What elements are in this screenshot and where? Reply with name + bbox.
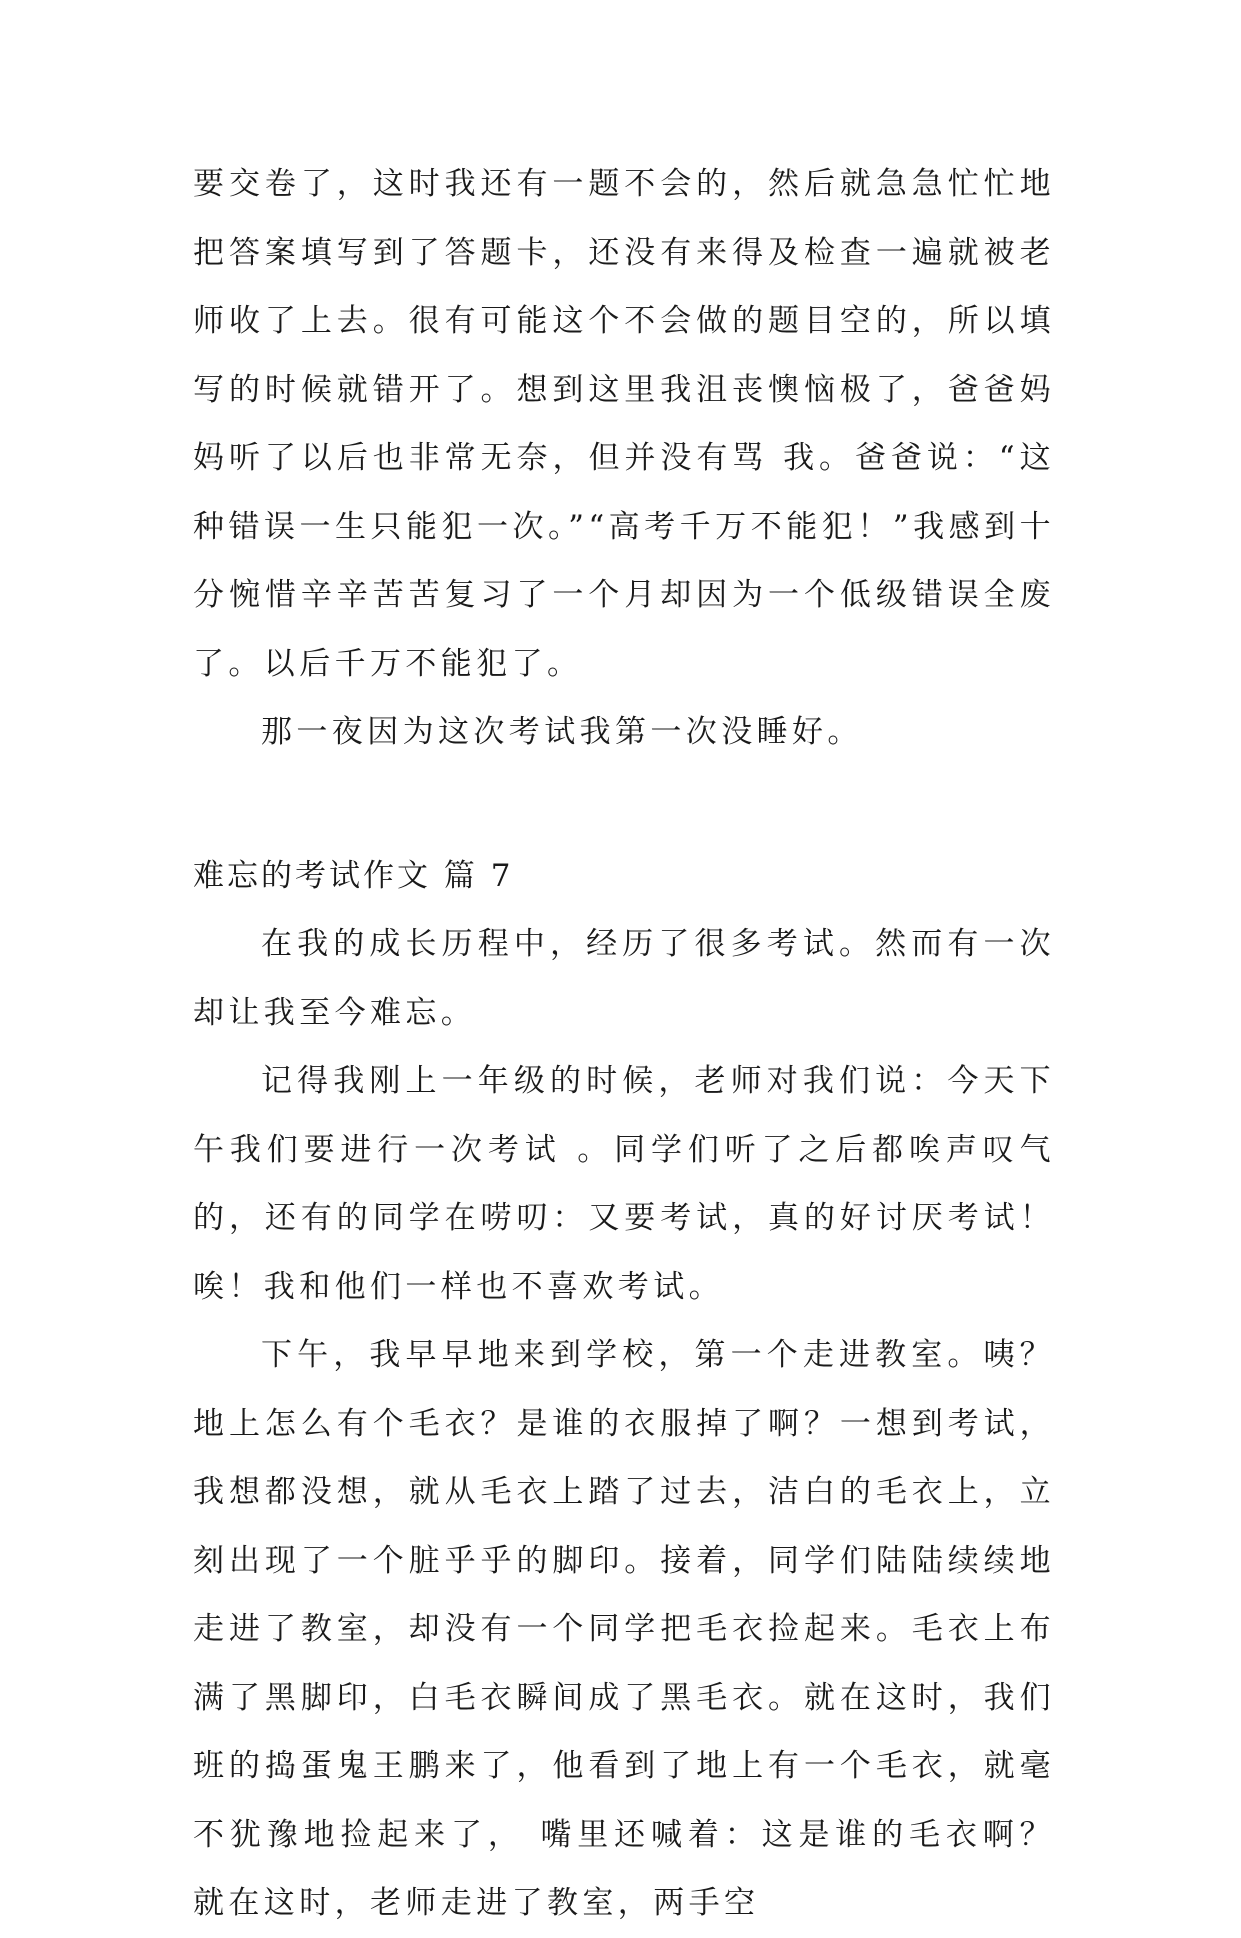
paragraph-intro: 在我的成长历程中，经历了很多考试。然而有一次却让我至今难忘。 xyxy=(193,926,1055,1031)
paragraph-first-grade: 记得我刚上一年级的时候，老师对我们说：今天下午我们要进行一次考试 。同学们听了之后都唉声叹气的，还有的同学在唠叨：又要考试，真的好讨厌考试！唉！我和他们一样也不喜欢考试。 xyxy=(193,1063,1055,1305)
paragraph-sweater-story: 下午，我早早地来到学校，第一个走进教室。咦？地上怎么有个毛衣？是谁的衣服掉了啊？一想到考试，我想都没想，就从毛衣上踏了过去，洁白的毛衣上，立刻出现了一个脏乎乎的脚印。接着，同学们陆陆续续地走进了教室，却没有一个同学把毛衣捡起来。毛衣上布满了黑脚印，白毛衣瞬间成了黑毛衣。就在这时，我们班的捣蛋鬼王鹏来了，他看到了地上有一个毛衣，就毫不犹豫地捡起来了， 嘴里还喊着：这是谁的毛衣啊？就在这时，老师走进了教室，两手空 xyxy=(193,1337,1055,1921)
section-heading: 难忘的考试作文 篇 7 xyxy=(193,857,514,894)
paragraph-sleepless-night: 那一夜因为这次考试我第一次没睡好。 xyxy=(261,714,863,750)
paragraph-exam-result: 要交卷了，这时我还有一题不会的，然后就急急忙忙地 把答案填写到了答题卡，还没有来得及检查一遍就被老师收了上去。很有可能这个不会做的题目空的，所以填写的时候就错开了。想到这里我沮丧懊恼极了，爸爸妈妈听了以后也非常无奈，但并没有骂 我。爸爸说：“这种错误一生只能犯一次。”“高考千万不能犯！”我感到十分惋惜辛辛苦苦复习了一个月却因为一个低级错误全废了。以后千万不能犯了。 xyxy=(193,166,1055,682)
section-spacer xyxy=(193,767,1055,842)
document-page xyxy=(193,150,1055,1938)
